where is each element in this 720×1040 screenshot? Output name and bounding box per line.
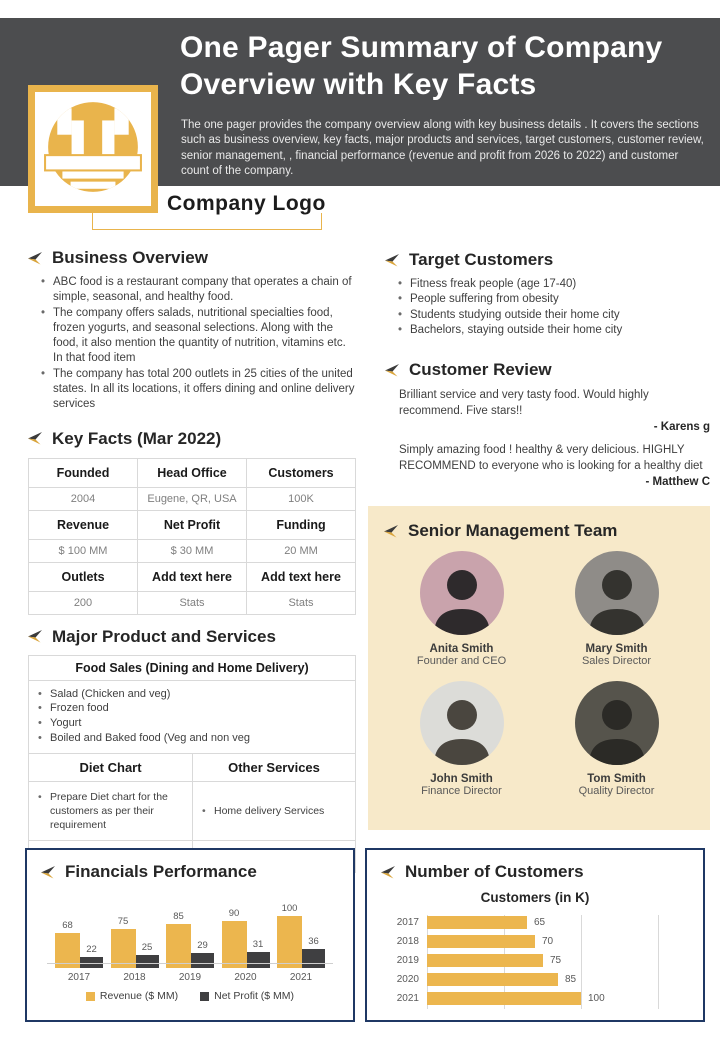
bar	[427, 954, 543, 967]
bar	[427, 973, 558, 986]
bar-group	[222, 896, 270, 983]
avatar	[575, 551, 659, 635]
folded-arrow-icon	[41, 866, 56, 879]
data-label: 85	[565, 973, 577, 985]
key-fact-label: Customers	[247, 458, 356, 487]
management-grid	[384, 551, 694, 797]
bar-group	[277, 896, 325, 983]
data-label: 75	[117, 916, 129, 927]
hbar-row	[381, 953, 689, 967]
financials-panel	[25, 848, 355, 1022]
table-row	[29, 591, 356, 614]
review-author: - Karens g	[653, 421, 710, 434]
bar-group	[55, 896, 103, 983]
avatar	[420, 551, 504, 635]
key-fact-value: Eugene, QR, USA	[138, 487, 247, 510]
person-silhouette-icon	[420, 681, 504, 765]
list-item: • Bachelors, staying outside their home city	[397, 323, 710, 338]
table-row	[29, 562, 356, 591]
list-item: • Home delivery Services	[201, 804, 347, 818]
left-column	[28, 248, 356, 873]
bar	[427, 935, 535, 948]
diet-chart-cell	[29, 781, 192, 841]
review-item	[399, 443, 710, 488]
y-tick-label: 2018	[396, 935, 419, 947]
list-item: • The company has total 200 outlets in 25 cities of the united states. In all its locations, it offers dining and online delivery services	[40, 367, 356, 413]
key-fact-label: Add text here	[138, 562, 247, 591]
other-services-header: Other Services	[192, 753, 355, 781]
x-tick-label: 2021	[289, 972, 313, 983]
member-name: John Smith	[430, 773, 493, 785]
target-customers-heading: Target Customers	[385, 250, 710, 270]
data-label: 70	[542, 935, 554, 947]
key-facts-heading: Key Facts (Mar 2022)	[28, 429, 356, 449]
review-text: Brilliant service and very tasty food. Would highly recommend. Five stars!!	[399, 389, 649, 417]
business-overview-section	[28, 248, 356, 413]
chart-legend	[41, 990, 339, 1002]
folded-arrow-icon	[28, 630, 43, 643]
list-item: • Salad (Chicken and veg)	[37, 687, 347, 702]
member-name: Anita Smith	[429, 643, 494, 655]
avatar	[420, 681, 504, 765]
key-fact-value: $ 100 MM	[29, 539, 138, 562]
products-table	[28, 655, 356, 873]
page-title: One Pager Summary of Company Overview with Key Facts	[180, 31, 663, 101]
x-tick-label: 2020	[234, 972, 257, 983]
key-fact-label: Outlets	[29, 562, 138, 591]
hbar-row	[381, 934, 689, 948]
key-fact-label: Head Office	[138, 458, 247, 487]
key-fact-value: 2004	[29, 487, 138, 510]
x-axis-line	[47, 963, 333, 964]
data-label: 85	[173, 911, 184, 922]
list-item: • Prepare Diet chart for the customers as per their requirement	[37, 790, 184, 833]
bar	[247, 952, 270, 968]
customers-hbar-chart	[381, 915, 689, 1015]
diet-chart-header: Diet Chart	[29, 753, 192, 781]
bar-group	[166, 896, 214, 983]
data-label: 31	[252, 939, 264, 950]
y-tick-label: 2019	[396, 954, 419, 966]
member-role: Founder and CEO	[416, 655, 507, 667]
person-silhouette-icon	[420, 551, 504, 635]
data-label: 75	[550, 954, 562, 966]
business-overview-heading: Business Overview	[28, 248, 356, 268]
bar	[222, 921, 247, 968]
bar	[302, 949, 325, 968]
y-tick-label: 2017	[396, 916, 419, 928]
x-tick-label: 2018	[123, 972, 146, 983]
key-fact-label: Funding	[247, 510, 356, 539]
team-member-card	[539, 681, 694, 797]
data-label: 65	[534, 916, 546, 928]
customers-panel	[365, 848, 705, 1022]
key-fact-label: Founded	[29, 458, 138, 487]
list-item: • People suffering from obesity	[397, 292, 710, 307]
data-label: 100	[588, 992, 605, 1004]
bar	[427, 916, 527, 929]
team-member-card	[539, 551, 694, 667]
data-label: 25	[141, 942, 153, 953]
food-sales-header: Food Sales (Dining and Home Delivery)	[29, 656, 355, 681]
data-label: 29	[197, 940, 208, 951]
target-customers-list	[397, 277, 710, 338]
person-silhouette-icon	[575, 551, 659, 635]
data-label: 90	[228, 908, 240, 919]
review-item	[399, 388, 710, 433]
customers-chart-title: Customers (in K)	[480, 890, 590, 905]
senior-management-panel	[368, 506, 710, 830]
data-label: 100	[281, 903, 298, 914]
member-role: Finance Director	[421, 785, 502, 797]
key-fact-value: 20 MM	[247, 539, 356, 562]
key-fact-label: Add text here	[247, 562, 356, 591]
list-item: • Fitness freak people (age 17-40)	[397, 277, 710, 292]
legend-item: Net Profit ($ MM)	[200, 990, 294, 1002]
folded-arrow-icon	[381, 866, 396, 879]
table-row	[29, 487, 356, 510]
food-sales-list	[29, 681, 355, 753]
financials-bar-chart	[41, 896, 339, 1002]
key-fact-value: 200	[29, 591, 138, 614]
folded-arrow-icon	[384, 525, 399, 538]
key-facts-table	[28, 458, 356, 615]
hbar-row	[381, 972, 689, 986]
member-role: Quality Director	[578, 785, 655, 797]
hbar-row	[381, 915, 689, 929]
target-customers-section	[385, 250, 710, 338]
data-label: 22	[86, 944, 97, 955]
bar	[166, 924, 191, 968]
customers-heading: Number of Customers	[381, 862, 689, 882]
folded-arrow-icon	[28, 252, 43, 265]
member-name: Mary Smith	[585, 643, 648, 655]
list-item: • Boiled and Baked food (Veg and non veg	[37, 731, 347, 746]
data-label: 36	[308, 936, 319, 947]
products-heading: Major Product and Services	[28, 627, 356, 647]
key-fact-value: Stats	[138, 591, 247, 614]
key-fact-label: Revenue	[29, 510, 138, 539]
business-overview-list	[40, 275, 356, 413]
page-description: The one pager provides the company overview along with key business details . It covers the sections such as business overview, key facts, major products and services, target customers, customer review, senior management, , financial performance (revenue and profit from 2026 to 2022) and customer count of the company.	[181, 119, 704, 177]
member-name: Tom Smith	[587, 773, 646, 785]
bar-group	[111, 896, 159, 983]
logo-caption: Company Logo	[167, 192, 326, 215]
review-text: Simply amazing food ! healthy & very delicious. HIGHLY RECOMMEND to everyone who is looking for a healthy diet	[399, 444, 703, 472]
folded-arrow-icon	[385, 364, 400, 377]
customer-review-section	[385, 360, 710, 488]
y-tick-label: 2020	[396, 973, 419, 985]
hbar-row	[381, 991, 689, 1005]
other-services-cell-1	[192, 781, 355, 841]
avatar	[575, 681, 659, 765]
key-fact-label: Net Profit	[138, 510, 247, 539]
management-heading: Senior Management Team	[384, 521, 694, 541]
list-item: • ABC food is a restaurant company that operates a chain of simple, seasonal, and healthy food.	[40, 275, 356, 306]
list-item: • Yogurt	[37, 716, 347, 731]
x-tick-label: 2017	[67, 972, 91, 983]
folded-arrow-icon	[385, 254, 400, 267]
key-fact-value: 100K	[247, 487, 356, 510]
financials-heading: Financials Performance	[41, 862, 339, 882]
member-role: Sales Director	[581, 655, 652, 667]
y-tick-label: 2021	[396, 992, 419, 1004]
bar	[136, 955, 159, 968]
customer-review-heading: Customer Review	[385, 360, 710, 380]
list-item: • Frozen food	[37, 701, 347, 716]
person-silhouette-icon	[575, 681, 659, 765]
table-row	[29, 539, 356, 562]
city-skyline-icon	[42, 98, 144, 200]
legend-item: Revenue ($ MM)	[86, 990, 178, 1002]
list-item: • The company offers salads, nutritional specialties food, frozen yogurts, and seasonal selections. Along with the food, it also mention the quantity of nutrition, vitamins etc. In that food item	[40, 306, 356, 367]
list-item: • Students studying outside their home city	[397, 308, 710, 323]
bar	[191, 953, 214, 968]
legend-swatch	[200, 992, 209, 1001]
key-fact-value: Stats	[247, 591, 356, 614]
folded-arrow-icon	[28, 432, 43, 445]
legend-swatch	[86, 992, 95, 1001]
right-column	[385, 250, 710, 488]
data-label: 68	[62, 920, 73, 931]
team-member-card	[384, 681, 539, 797]
key-fact-value: $ 30 MM	[138, 539, 247, 562]
products-section	[28, 627, 356, 873]
company-logo	[28, 85, 158, 213]
team-member-card	[384, 551, 539, 667]
key-facts-section	[28, 429, 356, 615]
bar	[277, 916, 302, 968]
table-row	[29, 510, 356, 539]
table-row	[29, 458, 356, 487]
review-author: - Matthew C	[645, 476, 710, 489]
bar	[427, 992, 581, 1005]
x-tick-label: 2019	[178, 972, 202, 983]
